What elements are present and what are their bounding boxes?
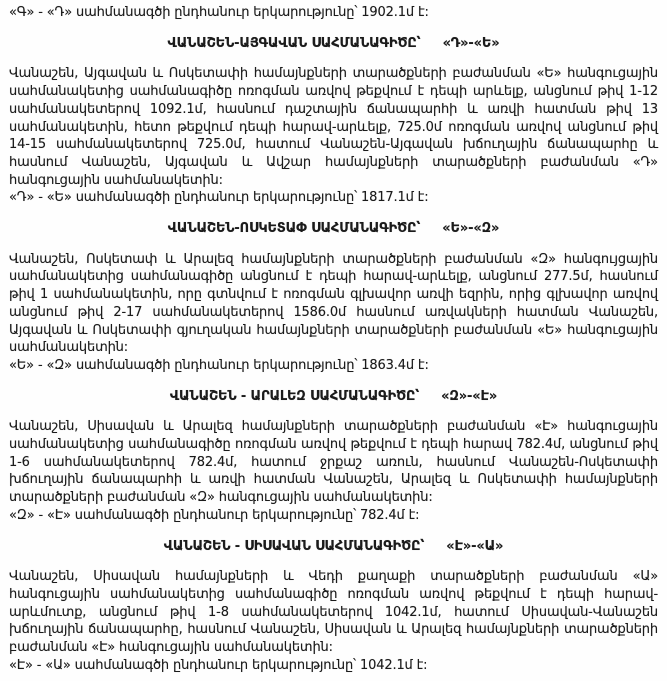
section-heading-title: ՎԱՆԱՇԵՆ-ԱՅԳԱՎԱՆ ՍԱՀՄԱՆԱԳԻԾԸ՝: [167, 35, 421, 51]
section-body-paragraph: Վանաշեն, Սիսավան և Արալեզ համայնքների տարածքների բաժանման «Է» հանգուցային սահմանակետից սահմանագիծը ոռոգման առվով թեքվում է դեպի հարավ 782.4մ, անցնում թիվ 1-6 սահմանակետերով 782.4մ, հատում ջրքաշ առուն, հասնում Վանաշեն-Ոսկետափի խճուղային ճանապարհի և առվի հատման Վանաշեն, Արալեզ և Ոսկետափի համայնքների տարածքների բաժանման «Զ» հանգուցային սահմանակետին:: [9, 419, 658, 506]
boundary-length-line-z-e7: «Զ» - «Է» սահմանագծի ընդհանուր երկարությունը՝ 782.4մ է:: [9, 507, 420, 523]
section-heading-range: «Է»-«Ա»: [446, 538, 504, 554]
section-vanashen-sisavan: [9, 538, 658, 675]
section-heading: [9, 388, 658, 406]
section-body-paragraph: Վանաշեն, Սիսավան համայնքների և Վեդի քաղաքի տարածքների բաժանման «Ա» հանգուցային սահմանակետից սահմանագիծը ոռոգման առվով թեքվում է դեպի հարավ-արևմուտք, անցնում թիվ 1-8 սահմանակետերով 1042.1մ, հատում Սիսավան-Վանաշեն խճուղային ճանապարհը, հասնում Վանաշեն, Սիսավան և Արալեզ համայնքների տարածքների բաժանման «Է» հանգուցային սահմանակետին:: [9, 569, 658, 656]
section-body-paragraph: Վանաշեն, Այգավան և Ոսկետափի համայնքների տարածքների բաժանման «Ե» հանգուցային սահմանակետից սահմանագիծը ոռոգման առվով թեքվում է դեպի արևելք, անցնում թիվ 1-12 սահմանակետերով 1092.1մ, հասնում դաշտային ճանապարհի և առվի հատման թիվ 13 սահմանակետին, հետո թեքվում դեպի հարավ-արևելք, 725.0մ ոռոգման առվով անցնում թիվ 14-15 սահմանակետերով 725.0մ, հատում Վանաշեն-Այգավան խճուղային ճանապարհը և հասնում Վանաշեն, Այգավան և Ավշար համայնքների տարածքների բաժանման «Դ» հանգուցային սահմանակետին:: [9, 66, 658, 188]
boundary-length-line-d-e: «Դ» - «Ե» սահմանագծի ընդհանուր երկարությունը՝ 1817.1մ է:: [9, 190, 429, 206]
section-heading-range: «Զ»-«Է»: [441, 388, 498, 404]
section-heading: [9, 220, 658, 238]
section-vanashen-vosketap: [9, 220, 658, 375]
section-heading: [9, 35, 658, 53]
section-heading-title: ՎԱՆԱՇԵՆ - ԱՐԱԼԵԶ ՍԱՀՄԱՆԱԳԻԾԸ՝: [169, 388, 420, 404]
section-vanashen-aygavan: [9, 35, 658, 207]
section-heading-range: «Դ»-«Ե»: [442, 35, 500, 51]
section-heading-title: ՎԱՆԱՇԵՆ-ՈՍԿԵՏԱՓ ՍԱՀՄԱՆԱԳԻԾԸ՝: [167, 221, 421, 237]
section-heading-range: «Ե»-«Զ»: [442, 221, 500, 237]
section-vanashen-aralez: [9, 388, 658, 525]
section-heading-title: ՎԱՆԱՇԵՆ - ՍԻՍԱՎԱՆ ՍԱՀՄԱՆԱԳԻԾԸ՝: [163, 538, 425, 554]
section-body-paragraph: Վանաշեն, Ոսկետափ և Արալեզ համայնքների տարածքների բաժանման «Զ» հանգույցային սահմանակետից սահմանագիծը անցնում է դեպի հարավ-արևելք, անցնում 277.5մ, հասնում թիվ 1 սահմանակետին, որը գտնվում է ոռոգման գլխավոր առվի եզրին, որից գլխավոր առվով անցնում թիվ 2-17 սահմանակետերով 1586.0մ հասնում առվակների հատման Վանաշեն, Այգավան և Ոսկետափի գյուղական համայնքների տարածքների բաժանման «Ե» հանգուցային սահմանակետին:: [9, 251, 658, 356]
boundary-length-line-g-d: «Գ» - «Դ» սահմանագծի ընդհանուր երկարությունը՝ 1902.1մ է:: [9, 5, 429, 20]
boundary-length-line-e-z: «Ե» - «Զ» սահմանագծի ընդհանուր երկարությունը՝ 1863.4մ է:: [9, 357, 429, 373]
boundary-length-line-e7-a: «Է» - «Ա» սահմանագծի ընդհանուր երկարությունը՝ 1042.1մ է:: [9, 657, 428, 673]
section-heading: [9, 538, 658, 556]
